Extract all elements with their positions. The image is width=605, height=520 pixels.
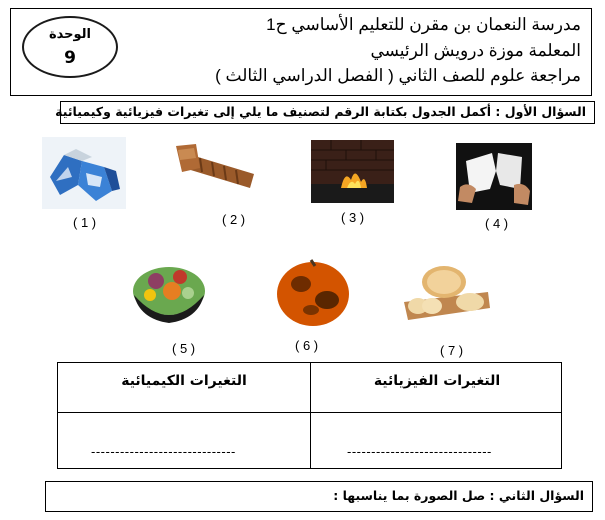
question-1-text: السؤال الأول : أكمل الجدول بكتابة الرقم لتصنيف ما يلي إلى تغيرات فيزيائية وكيميائية — [55, 104, 586, 119]
rusty-bolt-icon — [170, 140, 260, 196]
classification-table — [57, 362, 562, 469]
rotten-fruit-icon — [271, 254, 355, 330]
unit-label: الوحدة — [48, 27, 92, 42]
table-divider-horizontal — [58, 412, 561, 413]
salad-bowl-icon — [128, 255, 210, 327]
teacher-name: المعلمة موزة درويش الرئيسي — [370, 41, 581, 60]
fireplace-icon — [311, 140, 394, 203]
caption-2: ( 2 ) — [222, 212, 246, 227]
torn-paper-icon — [456, 143, 532, 210]
sliced-bread-icon — [398, 262, 494, 324]
review-title: مراجعة علوم للصف الثاني ( الفصل الدراسي الثالث ) — [215, 66, 581, 85]
school-name: مدرسة النعمان بن مقرن للتعليم الأساسي ح1 — [266, 15, 581, 34]
question-2-text: السؤال الثاني : صل الصورة بما يناسبها : — [333, 488, 584, 503]
unit-number: 9 — [64, 48, 76, 68]
question-1-box — [55, 101, 595, 124]
chemical-answer-blank[interactable]: ------------------------------ — [91, 444, 236, 459]
chemical-changes-header: التغيرات الكيميائية — [121, 373, 247, 389]
caption-3: ( 3 ) — [341, 210, 365, 225]
caption-5: ( 5 ) — [172, 341, 196, 356]
caption-7: ( 7 ) — [440, 343, 464, 358]
caption-6: ( 6 ) — [295, 338, 319, 353]
physical-changes-header: التغيرات الفيزيائية — [373, 373, 501, 389]
crushed-can-icon — [42, 137, 126, 209]
caption-4: ( 4 ) — [485, 216, 509, 231]
unit-badge — [22, 16, 118, 78]
physical-answer-blank[interactable]: ------------------------------ — [347, 444, 492, 459]
question-2-box — [45, 481, 593, 512]
caption-1: ( 1 ) — [73, 215, 97, 230]
